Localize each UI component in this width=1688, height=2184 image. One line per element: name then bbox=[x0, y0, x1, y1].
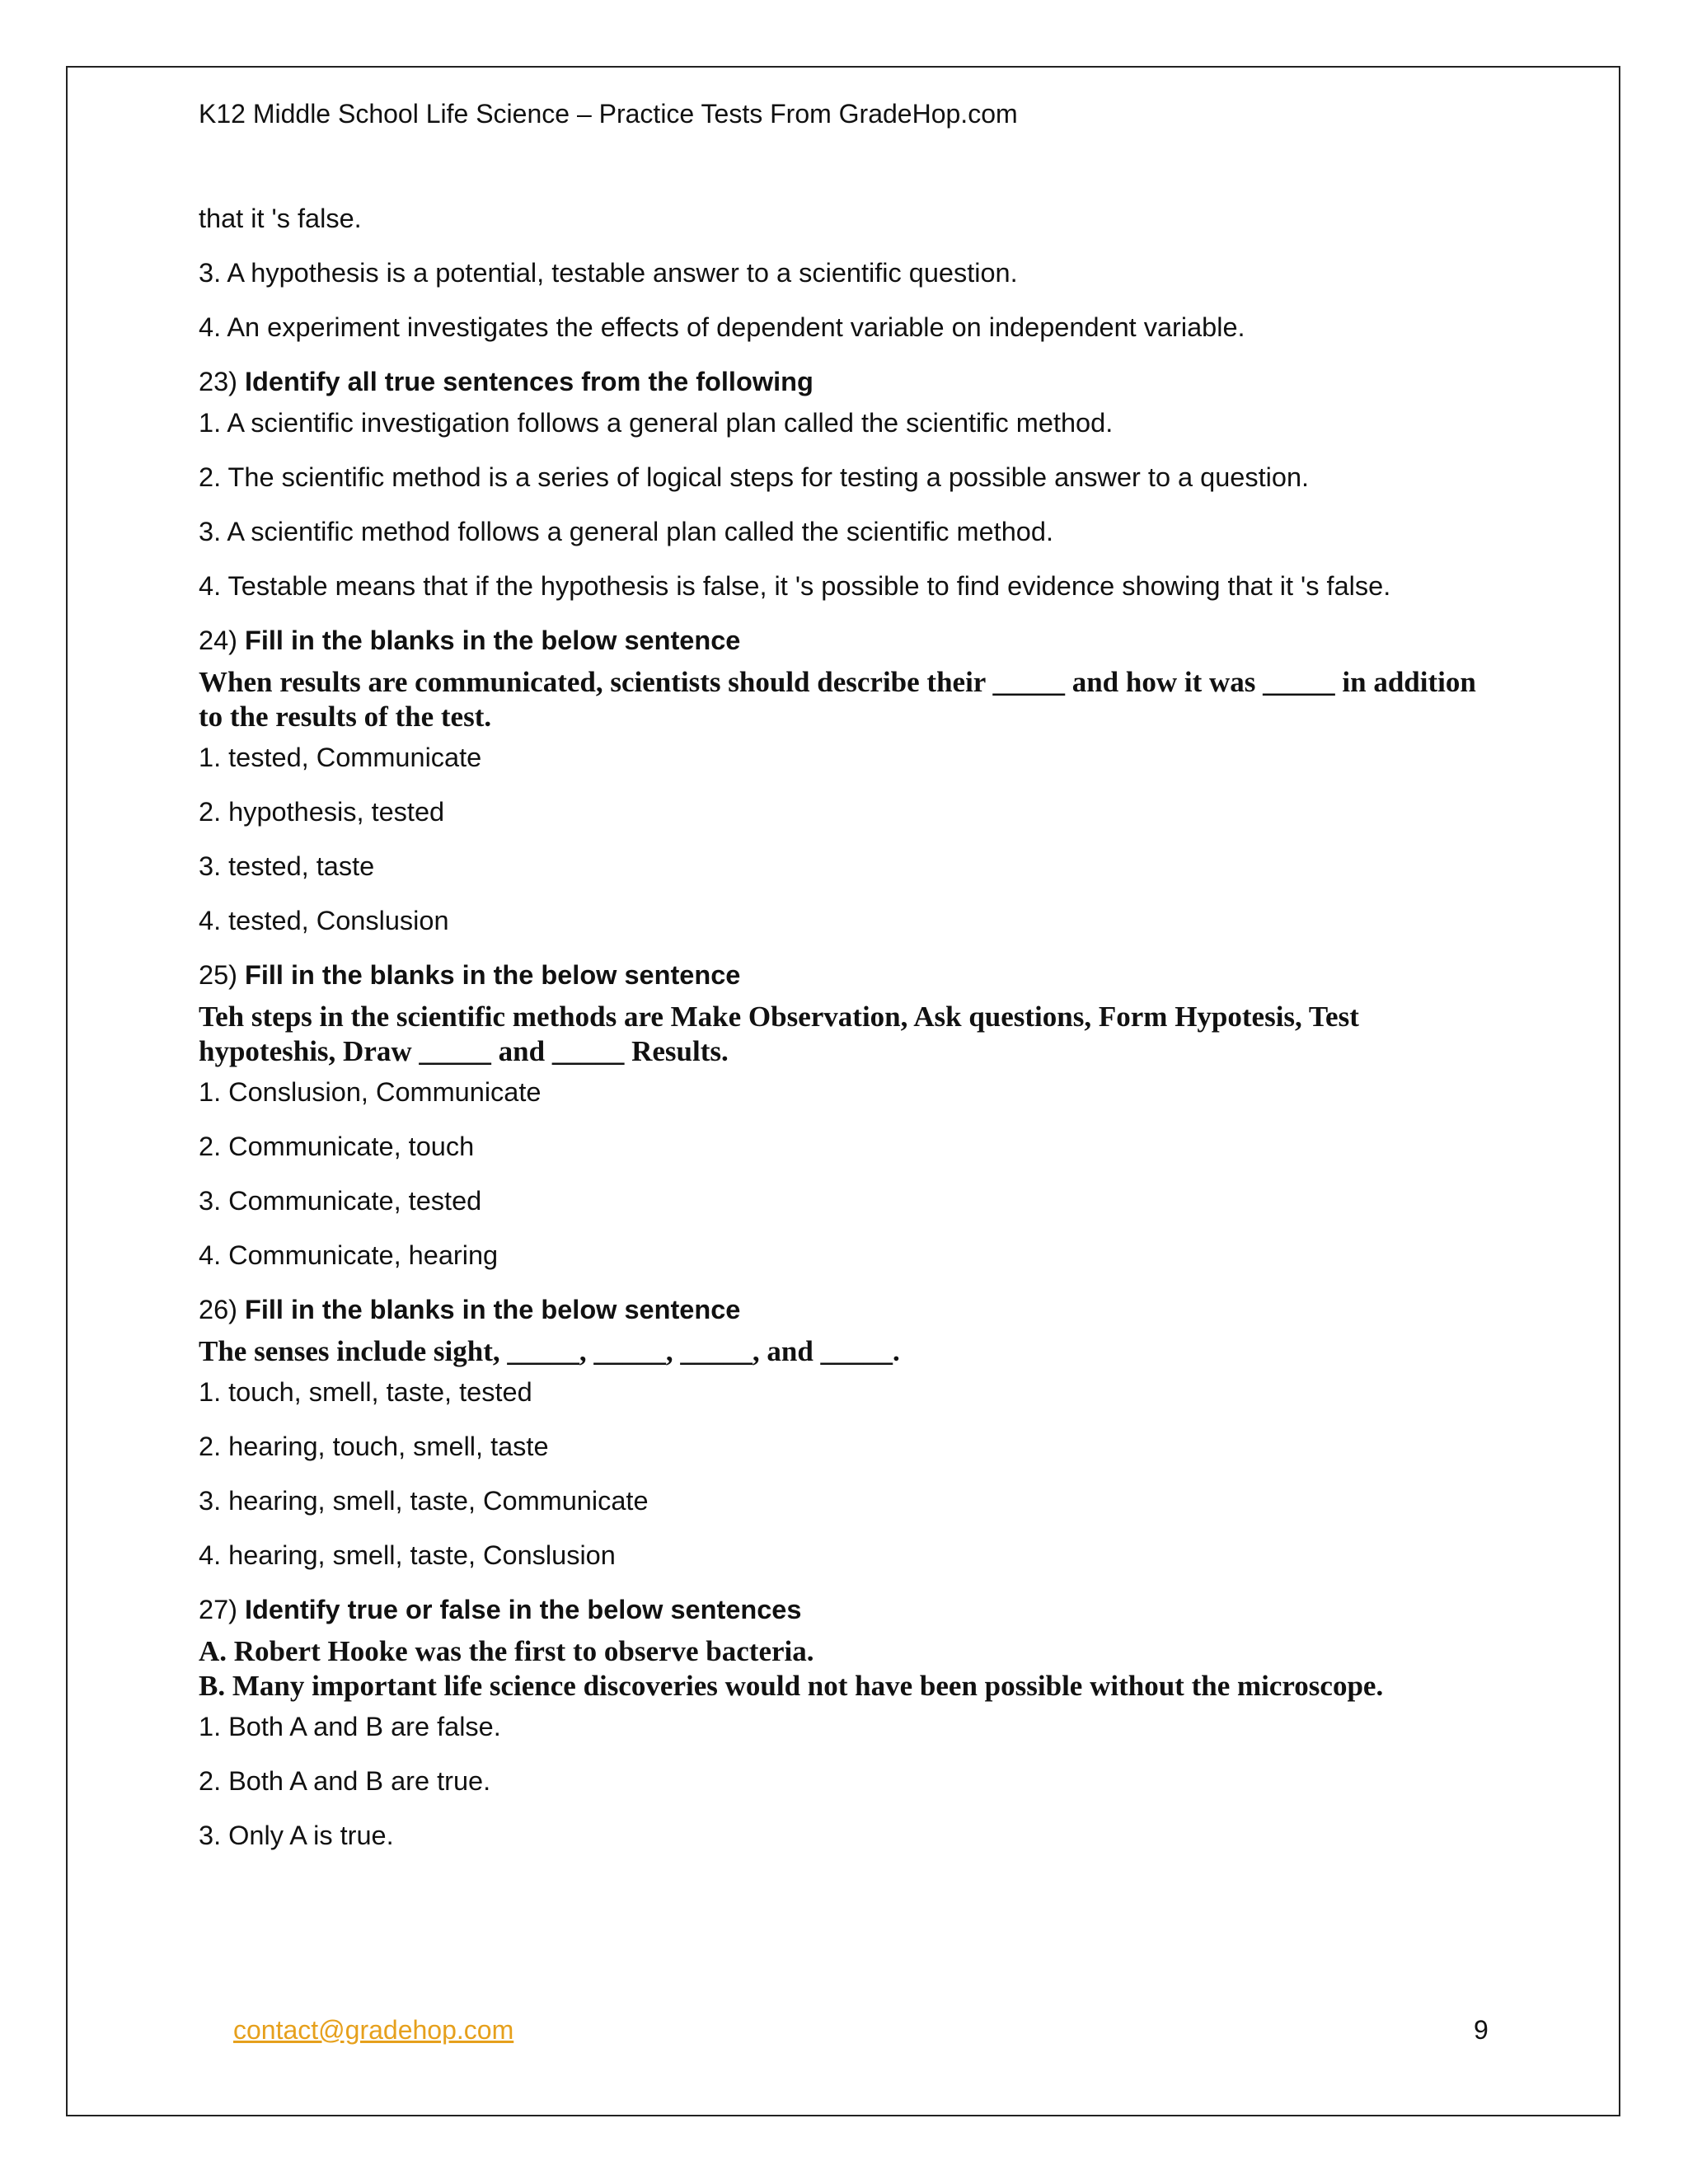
question-number: 26) bbox=[199, 1295, 237, 1324]
answer-option: 3. Only A is true. bbox=[199, 1821, 394, 1850]
answer-option: 4. Communicate, hearing bbox=[199, 1240, 499, 1270]
question-26 bbox=[199, 1293, 1484, 1572]
question-number: 23) bbox=[199, 367, 237, 396]
question-prompt: Identify all true sentences from the following bbox=[245, 367, 814, 396]
question-number: 24) bbox=[199, 626, 237, 655]
question-heading bbox=[199, 1593, 1484, 1626]
question-heading bbox=[199, 624, 1484, 657]
answer-option: 1. Both A and B are false. bbox=[199, 1712, 501, 1741]
answer-option: 4. Testable means that if the hypothesis is false, it 's possible to find evidence showing that it 's false. bbox=[199, 571, 1391, 601]
question-number: 27) bbox=[199, 1595, 237, 1624]
question-prompt: Fill in the blanks in the below sentence bbox=[245, 626, 741, 655]
answer-option: 4. tested, Conslusion bbox=[199, 906, 449, 935]
answer-option: 1. touch, smell, taste, tested bbox=[199, 1377, 532, 1407]
question-prompt: Fill in the blanks in the below sentence bbox=[245, 1295, 741, 1324]
continuation-block bbox=[199, 202, 1484, 344]
question-heading bbox=[199, 365, 1484, 398]
question-statement: Teh steps in the scientific methods are Make Observation, Ask questions, Form Hypotesis, Test hypoteshis, Draw _____ and _____ Results. bbox=[199, 1001, 1359, 1067]
answer-option: 3. tested, taste bbox=[199, 851, 375, 881]
answer-option: 1. tested, Communicate bbox=[199, 743, 482, 772]
answer-option: 3. Communicate, tested bbox=[199, 1186, 482, 1216]
question-statement: A. Robert Hooke was the first to observe bacteria. bbox=[199, 1635, 814, 1667]
answer-option: 2. The scientific method is a series of logical steps for testing a possible answer to a question. bbox=[199, 462, 1310, 492]
answer-option: 2. hypothesis, tested bbox=[199, 797, 445, 827]
question-prompt: Fill in the blanks in the below sentence bbox=[245, 960, 741, 990]
answer-option: 1. Conslusion, Communicate bbox=[199, 1077, 542, 1107]
question-statement: When results are communicated, scientists should describe their _____ and how it was _____ in addition to the results of the test. bbox=[199, 666, 1476, 733]
question-prompt: Identify true or false in the below sentences bbox=[245, 1595, 802, 1624]
answer-option: 2. Communicate, touch bbox=[199, 1132, 475, 1161]
question-27 bbox=[199, 1593, 1484, 1852]
question-23 bbox=[199, 365, 1484, 602]
continuation-line: 3. A hypothesis is a potential, testable answer to a scientific question. bbox=[199, 258, 1018, 288]
answer-option: 1. A scientific investigation follows a general plan called the scientific method. bbox=[199, 408, 1114, 438]
answer-option: 4. hearing, smell, taste, Conslusion bbox=[199, 1540, 616, 1570]
answer-option: 2. hearing, touch, smell, taste bbox=[199, 1432, 549, 1461]
answer-option: 3. hearing, smell, taste, Communicate bbox=[199, 1486, 649, 1516]
question-statement: B. Many important life science discoveries would not have been possible without the microscope. bbox=[199, 1670, 1384, 1702]
question-heading bbox=[199, 958, 1484, 991]
question-statement: The senses include sight, _____, _____, _____, and _____. bbox=[199, 1335, 900, 1367]
page-number: 9 bbox=[1474, 2015, 1489, 2045]
document-body bbox=[199, 202, 1484, 1873]
question-24 bbox=[199, 624, 1484, 937]
continuation-line: 4. An experiment investigates the effects of dependent variable on independent variable. bbox=[199, 312, 1245, 342]
question-25 bbox=[199, 958, 1484, 1272]
question-number: 25) bbox=[199, 960, 237, 990]
answer-option: 3. A scientific method follows a general plan called the scientific method. bbox=[199, 517, 1053, 546]
contact-email-link[interactable]: contact@gradehop.com bbox=[233, 2015, 514, 2045]
page-header-title: K12 Middle School Life Science – Practice Tests From GradeHop.com bbox=[199, 99, 1018, 129]
question-heading bbox=[199, 1293, 1484, 1326]
continuation-line: that it 's false. bbox=[199, 204, 362, 233]
answer-option: 2. Both A and B are true. bbox=[199, 1766, 491, 1796]
